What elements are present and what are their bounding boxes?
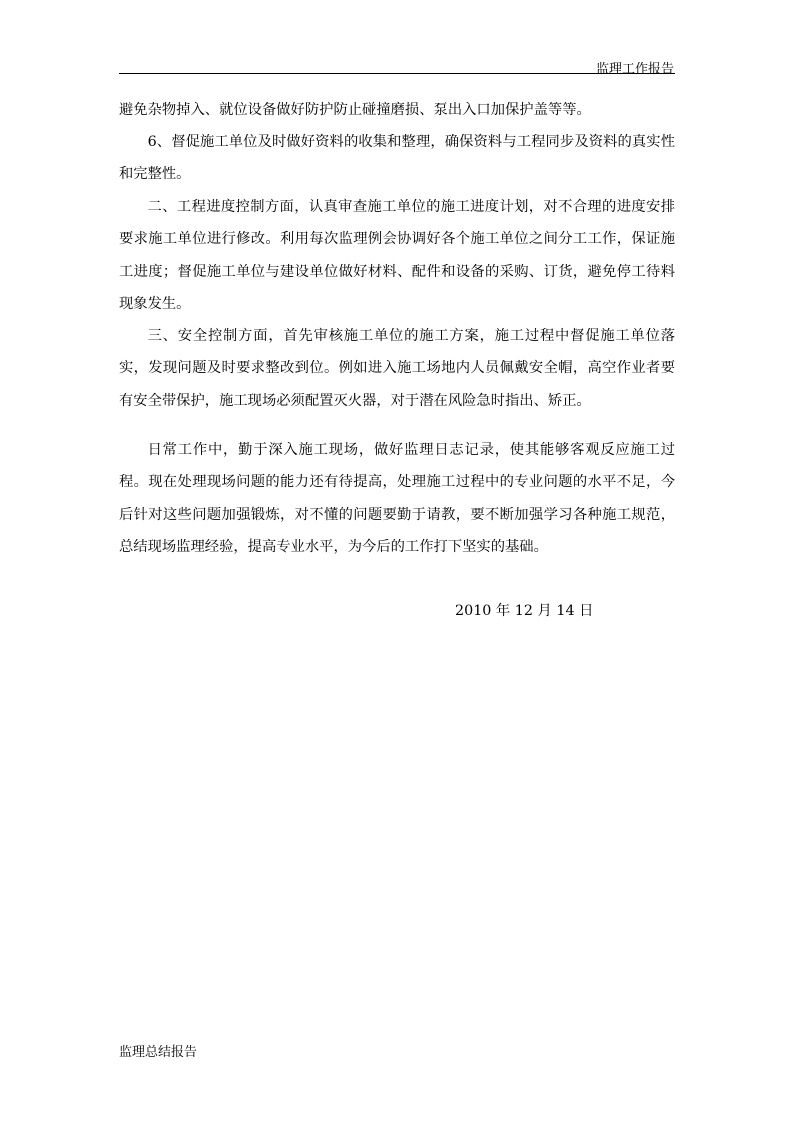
page-footer-title: 监理总结报告 bbox=[119, 1045, 198, 1060]
page-header-title: 监理工作报告 bbox=[595, 62, 674, 77]
header-divider bbox=[119, 73, 675, 74]
paragraph-progress-control: 二、工程进度控制方面，认真审查施工单位的施工进度计划，对不合理的进度安排要求施工单位进行修改。利用每次监理例会协调好各个施工单位之间分工工作，保证施工进度；督促施工单位与建设单位做好材料、配件和设备的采购、订货，避免停工待料现象发生。 bbox=[119, 199, 675, 312]
report-date: 2010 年 12 月 14 日 bbox=[455, 603, 594, 619]
paragraph-safety-control: 三、安全控制方面，首先审核施工单位的施工方案，施工过程中督促施工单位落实，发现问题及时要求整改到位。例如进入施工场地内人员佩戴安全帽，高空作业者要有安全带保护，施工现场必须配置灭火器，对于潜在风险急时指出、矫正。 bbox=[119, 328, 675, 409]
paragraph-daily-work: 日常工作中，勤于深入施工现场，做好监理日志记录，使其能够客观反应施工过程。现在处理现场问题的能力还有待提高，处理施工过程中的专业问题的水平不足，今后针对这些问题加强锻炼，对不懂的问题要勤于请教，要不断加强学习各种施工规范，总结现场监理经验，提高专业水平，为今后的工作打下坚实的基础。 bbox=[119, 442, 675, 555]
paragraph-item-6: 6、督促施工单位及时做好资料的收集和整理，确保资料与工程同步及资料的真实性和完整性。 bbox=[119, 134, 675, 183]
paragraph-continuation: 避免杂物掉入、就位设备做好防护防止碰撞磨损、泵出入口加保护盖等等。 bbox=[119, 102, 591, 118]
